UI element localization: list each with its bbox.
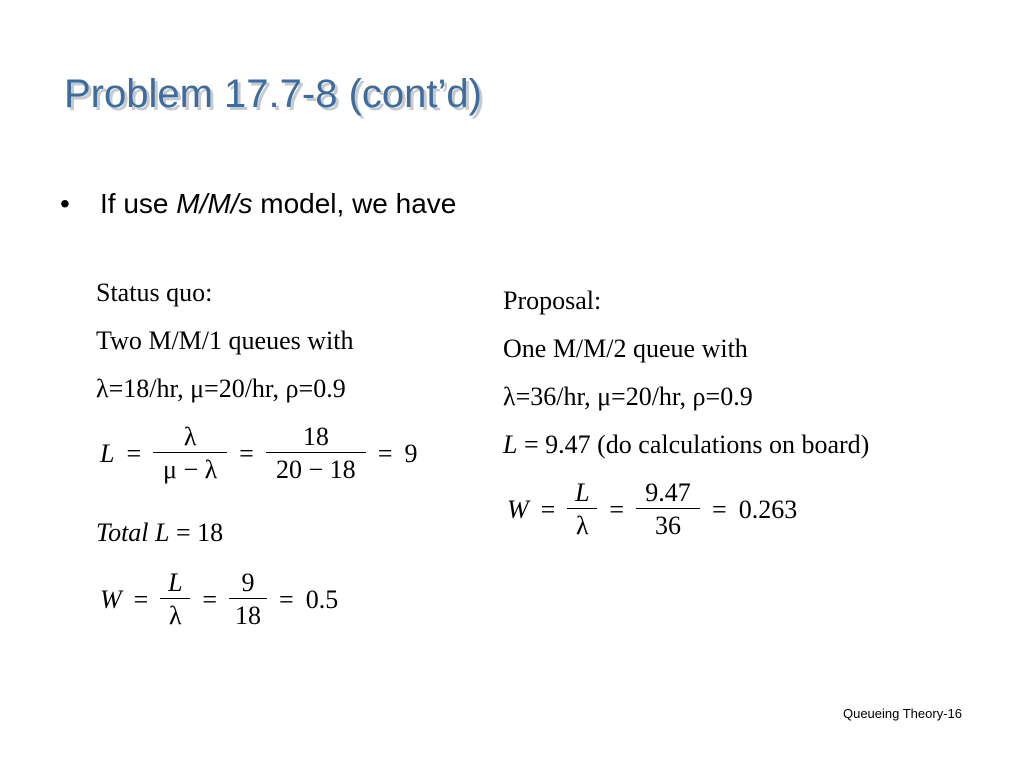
status-quo-heading: Status quo: [96,278,213,307]
bullet-text-post: model, we have [252,188,457,219]
status-quo-column [96,280,476,660]
equation-W: W = $\frac{L}{\lambda}$ = $\frac{9}{18}$ = 0.5 [100,568,339,630]
status-quo-description: Two M/M/1 queues with [96,326,354,355]
equals-sign: = [377,438,393,468]
bullet-item [60,188,456,220]
fraction-L-over-lambda: $\frac{L}{\lambda}$ [160,570,190,629]
total-L-line: Total L = 18 [96,518,224,547]
proposal-description: One M/M/2 queue with [503,334,748,363]
fraction-lambda-over-mu-minus-lambda: $\frac{\lambda}{\mu - \lambda}$ [153,424,227,483]
proposal-column [503,288,973,578]
bullet-model: M/M/s [176,188,253,219]
fraction-18-over-20-minus-18: $\frac{18}{20 - 18}$ [266,424,366,483]
slide-title: Problem 17.7-8 (cont’d) [64,72,482,116]
eq-L-result: 9 [404,438,418,468]
bullet-text-pre: If use [100,188,177,219]
equation-W-proposal: W = $\frac{L}{\lambda}$ = $\frac{9.47}{36}$ = 0.263 [507,478,798,540]
proposal-L-line: L = 9.47 (do calculations on board) [503,430,870,459]
equals-sign: = [239,438,254,468]
fraction-9-over-18: $\frac{9}{18}$ [229,570,267,629]
status-quo-params: λ=18/hr, μ=20/hr, ρ=0.9 [96,374,346,403]
fraction-9.47-over-36: $\frac{9.47}{36}$ [636,480,700,539]
equals-sign: = [126,438,142,468]
proposal-heading: Proposal: [503,286,602,315]
slide-footer: Queueing Theory-16 [842,706,962,721]
equation-L [94,424,423,483]
bullet-marker: • [60,188,70,219]
fraction-L-over-lambda: $\frac{L}{\lambda}$ [567,480,597,539]
eq-L-lhs: L [100,438,115,468]
proposal-params: λ=36/hr, μ=20/hr, ρ=0.9 [503,382,753,411]
